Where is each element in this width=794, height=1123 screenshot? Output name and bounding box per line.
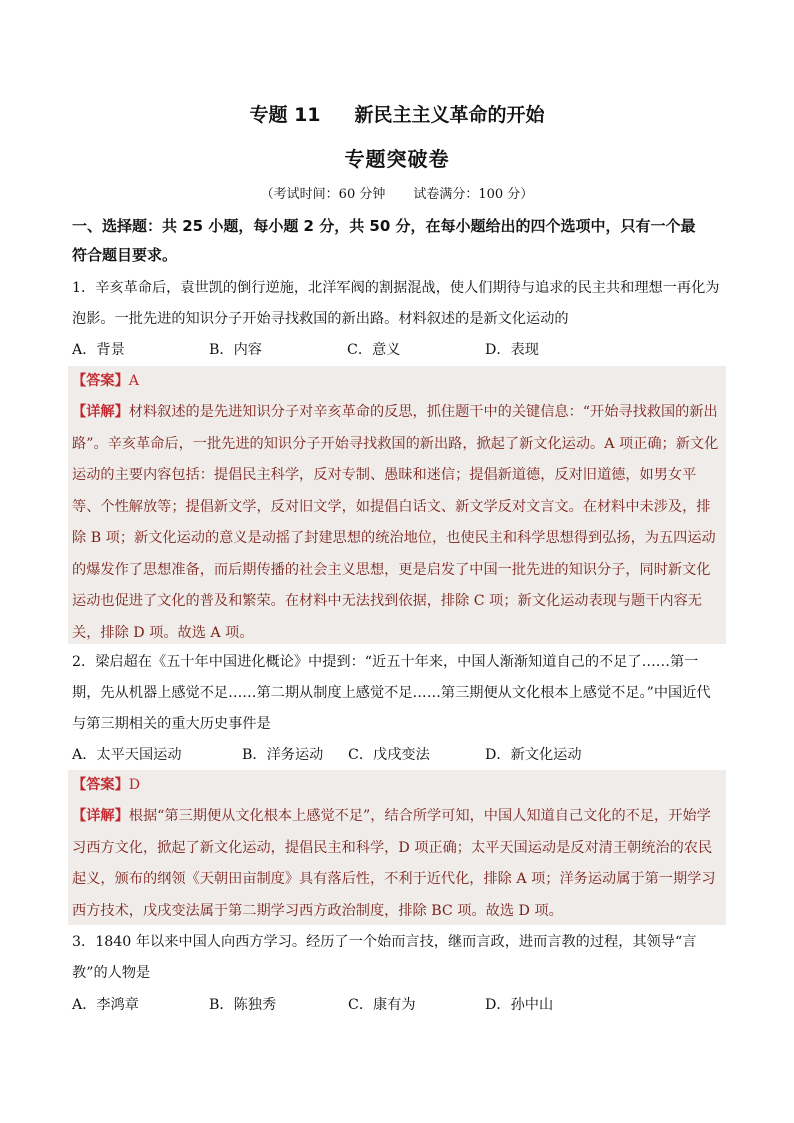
section-line-2: 符合题目要求。 <box>72 246 178 264</box>
detail-tag: 【详解】 <box>72 404 129 420</box>
answer-tag: 【答案】 <box>72 777 129 793</box>
section-heading <box>72 212 722 270</box>
question-1-stem: 1．辛亥革命后，袁世凯的倒行逆施，北洋军阀的割据混战，使人们期待与追求的民主共和理想一再化为泡影。一批先进的知识分子开始寻找救国的新出路。材料叙述的是新文化运动的 <box>72 280 720 327</box>
detail-tag: 【详解】 <box>72 808 129 824</box>
q3-option-b: B．陈独秀 <box>209 997 277 1013</box>
topic-title: 新民主主义革命的开始 <box>354 104 545 126</box>
question-1-answer <box>72 370 139 392</box>
answer-value: A <box>128 373 140 389</box>
question-3-options <box>72 990 722 1020</box>
q1-option-b: B．内容 <box>209 342 262 358</box>
question-3-stem: 3．1840 年以来中国人向西方学习。经历了一个始而言技，继而言政，进而言教的过程，其领导“言教”的人物是 <box>72 934 697 981</box>
question-2-options <box>72 740 722 770</box>
section-line-1: 一、选择题：共 25 小题，每小题 2 分，共 50 分，在每小题给出的四个选项中，只有一个最 <box>72 217 696 235</box>
q1-option-c: C．意义 <box>347 342 401 358</box>
q3-option-a: A．李鸿章 <box>72 997 139 1013</box>
question-1-options <box>72 335 722 365</box>
question-2-answer <box>72 774 140 796</box>
q2-option-a: A．太平天国运动 <box>72 747 182 763</box>
question-2-detail <box>72 801 724 927</box>
exam-time: （考试时间：60 分钟 <box>260 187 386 202</box>
topic-heading <box>0 100 794 127</box>
q3-option-c: C．康有为 <box>348 997 416 1013</box>
q2-option-c: C．戊戌变法 <box>348 747 430 763</box>
q1-option-a: A．背景 <box>72 342 125 358</box>
q3-option-d: D．孙中山 <box>485 997 554 1013</box>
topic-number: 专题 11 <box>249 104 321 126</box>
paper-title: 专题突破卷 <box>344 147 450 171</box>
answer-tag: 【答案】 <box>72 373 129 389</box>
answer-value: D <box>128 777 141 793</box>
detail-text: 根据“第三期便从文化根本上感觉不足”，结合所学可知，中国人知道自己文化的不足，开始学习西方文化，掀起了新文化运动，提倡民主和科学，D 项正确；太平天国运动是反对清王朝统治的农民起义，颁布的纲领《天朝田亩制度》具有落后性，不利于近代化，排除 A 项；洋务运动属于第一期学习西方技术，戊戌变法属于第二期学习西方政治制度，排除 BC 项。故选 D 项。 <box>72 808 716 919</box>
q1-option-d: D．表现 <box>485 342 539 358</box>
q2-option-b: B．洋务运动 <box>242 747 324 763</box>
question-2-stem: 2．梁启超在《五十年中国进化概论》中提到：“近五十年来，中国人渐渐知道自己的不足了……第一期，先从机器上感觉不足……第二期从制度上感觉不足……第三期便从文化根本上感觉不足。”中国近代与第三期相关的重大历史事件是 <box>72 654 711 732</box>
exam-score: 试卷满分：100 分） <box>413 187 534 202</box>
detail-text: 材料叙述的是先进知识分子对辛亥革命的反思，抓住题干中的关键信息：“开始寻找救国的新出路”。辛亥革命后，一批先进的知识分子开始寻找救国的新出路，掀起了新文化运动。A 项正确；新文化运动的主要内容包括：提倡民主科学，反对专制、愚昧和迷信；提倡新道德，反对旧道德，如男女平等、个性解放等；提倡新文学，反对旧文学，如提倡白话文、新文学反对文言文。在材料中未涉及，排除 B 项；新文化运动的意义是动摇了封建思想的统治地位，也使民主和科学思想得到弘扬，为五四运动的爆发作了思想准备，而后期传播的社会主义思想，更是启发了中国一批先进的知识分子，同时新文化运动也促进了文化的普及和繁荣。在材料中无法找到依据，排除 C 项；新文化运动表现与题干内容无关，排除 D 项。故选 A 项。 <box>72 404 719 641</box>
q2-option-d: D．新文化运动 <box>485 747 582 763</box>
question-1-detail <box>72 397 724 649</box>
exam-info <box>0 183 794 202</box>
